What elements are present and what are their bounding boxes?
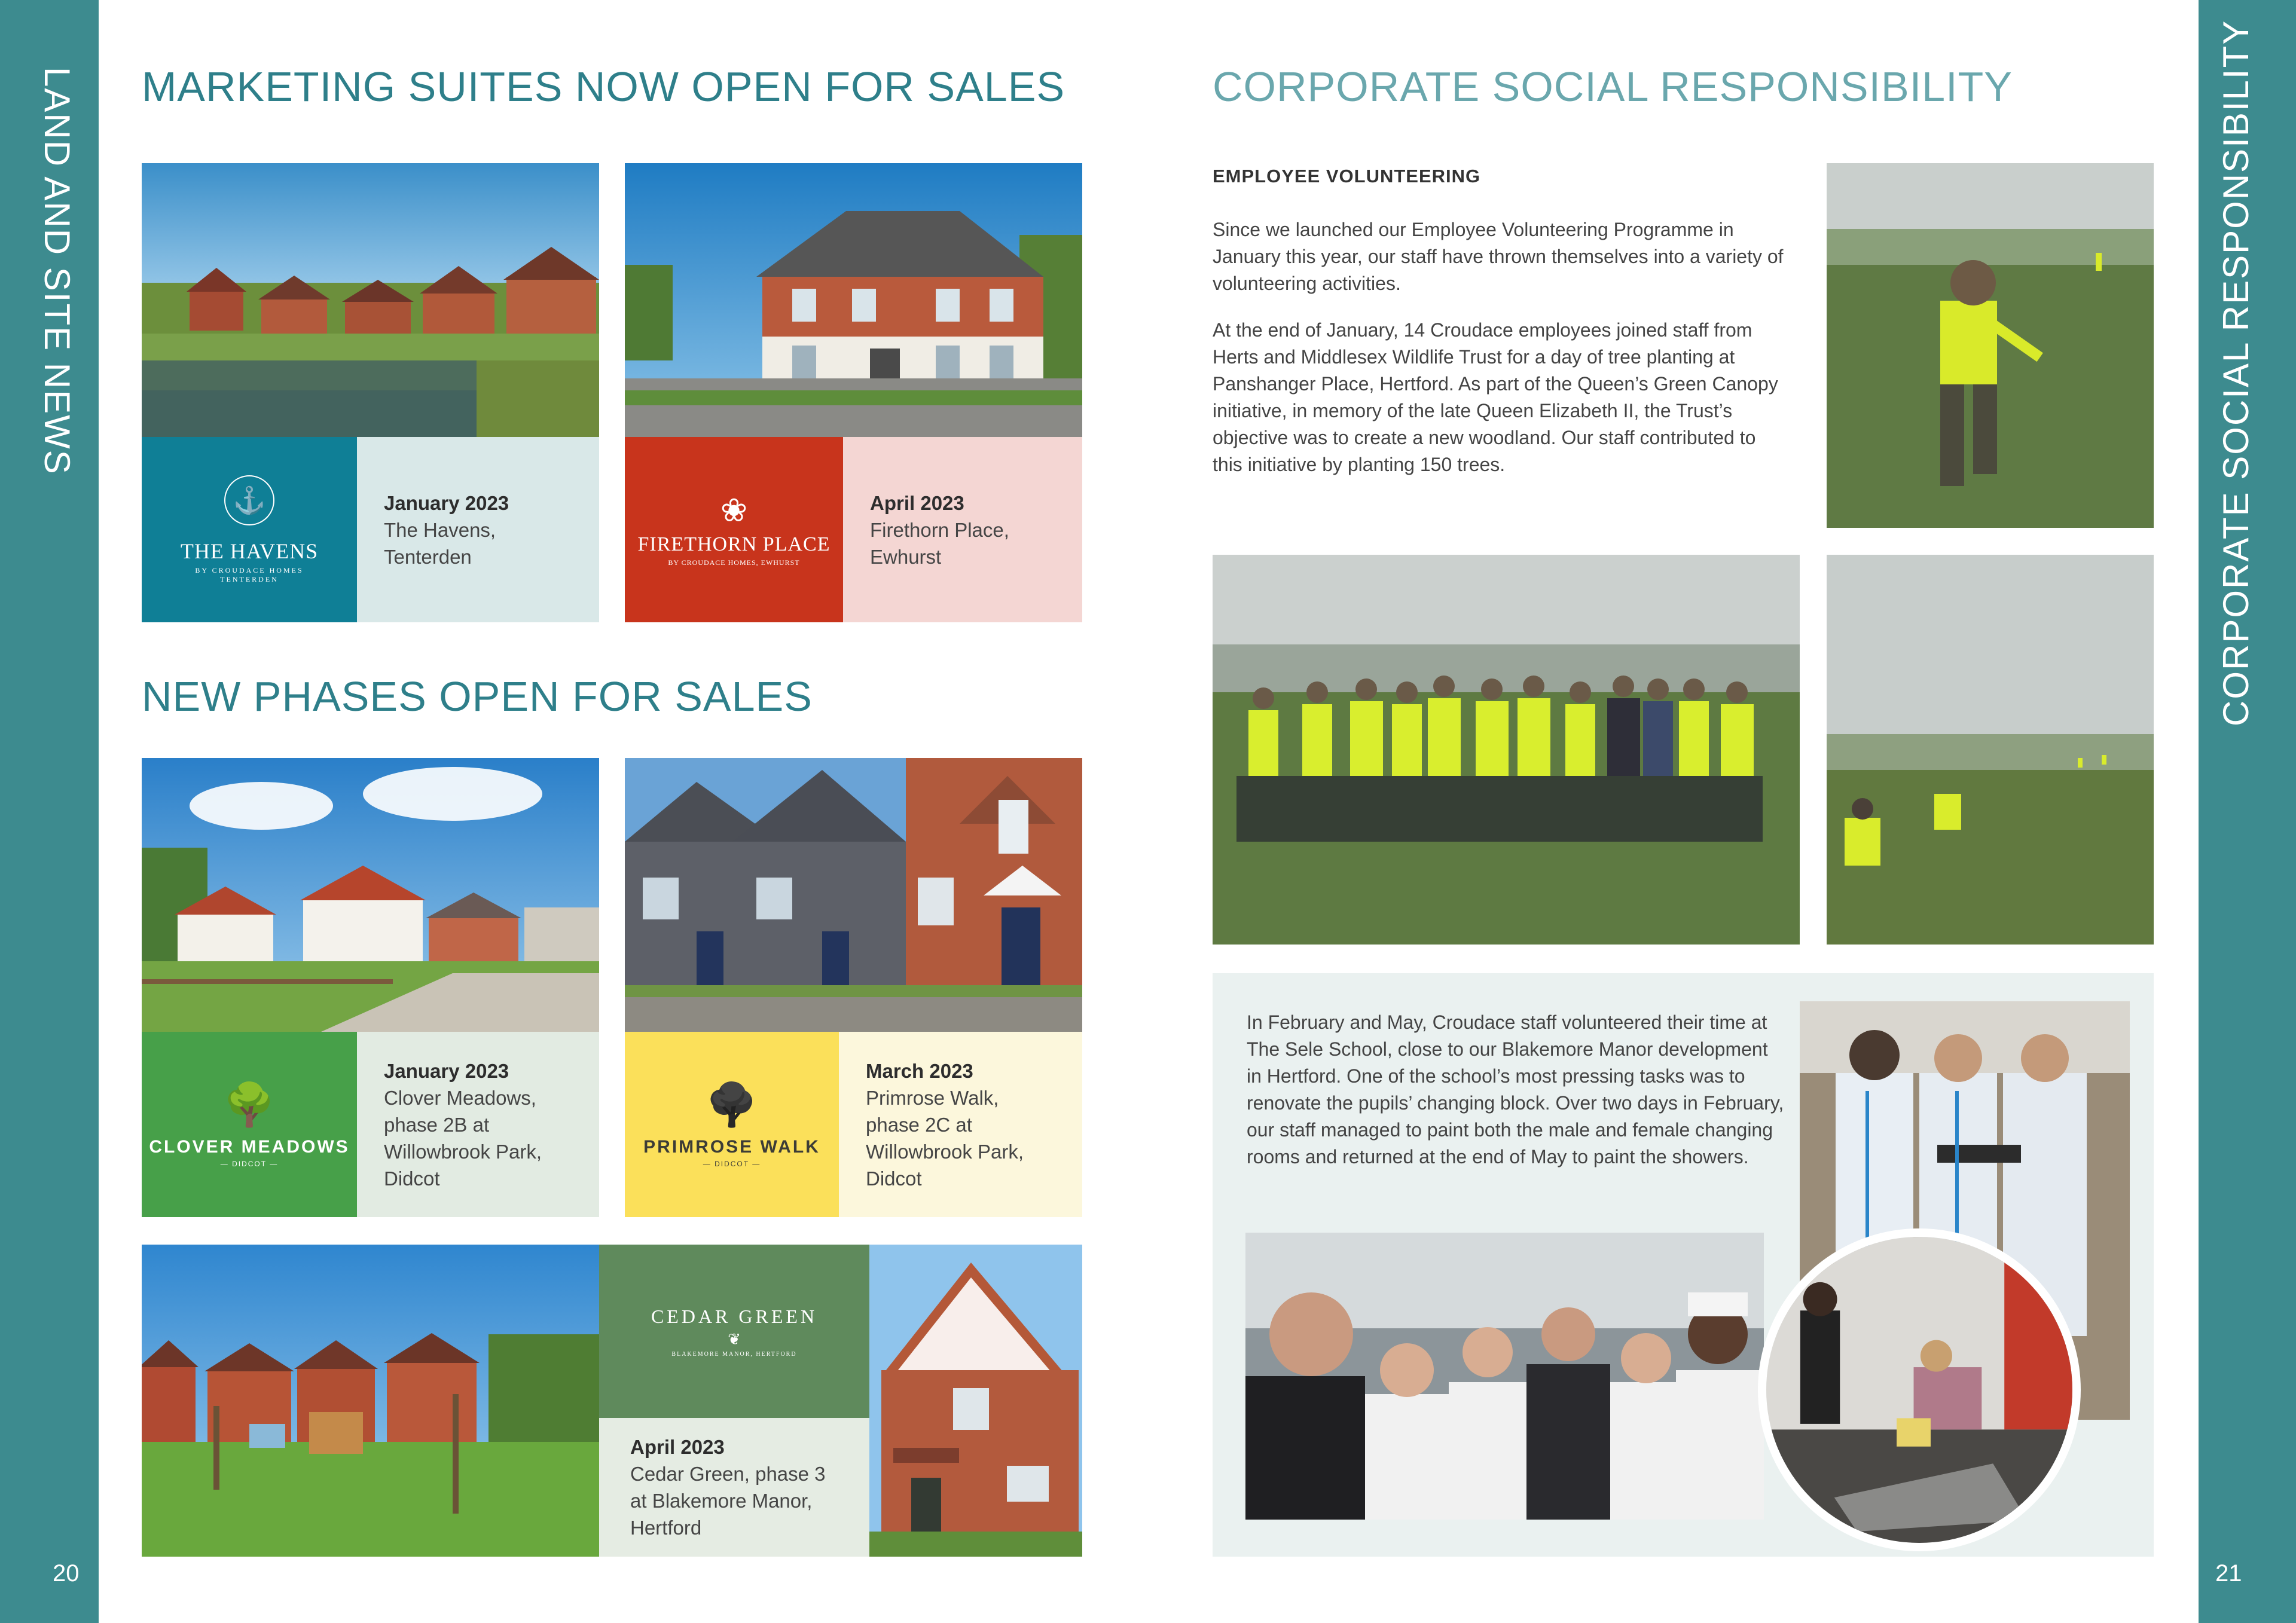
havens-info [357,437,599,622]
firethorn-logo-sub: BY CROUDACE HOMES, EWHURST [668,558,800,567]
firethorn-place2: Ewhurst [870,545,942,568]
havens-logo-name: THE HAVENS [180,539,319,563]
cedar-green-logo-tile [599,1245,869,1418]
marketing-heading: MARKETING SUITES NOW OPEN FOR SALES [142,63,1065,110]
primrose-walk-line: Willowbrook Park, [866,1140,1024,1163]
havens-date: January 2023 [384,491,509,514]
firethorn-photo [625,163,1082,437]
cedar-green-photo [142,1245,599,1557]
clover-meadows-info [357,1032,599,1217]
clover-meadows-line: Clover Meadows, [384,1086,536,1109]
firethorn-info [843,437,1082,622]
primrose-walk-photo [625,758,1082,1032]
willow-tree-icon: 🌳 [223,1081,276,1128]
cedar-green-line: at Blakemore Manor, [630,1490,813,1512]
cedar-green-line: Hertford [630,1517,702,1539]
staff-selfie-photo [1245,1233,1764,1520]
tree-planting-photo-2 [1827,555,2154,945]
clover-meadows-line: Didcot [384,1167,440,1190]
firethorn-place: Firethorn Place, [870,518,1009,541]
phases-heading: NEW PHASES OPEN FOR SALES [142,673,813,720]
firethorn-logo-tile [625,437,843,622]
cedar-green-logo-name: CEDAR GREEN [651,1305,818,1327]
willow-tree-icon: 🌳 [706,1081,758,1128]
csr-subheading: EMPLOYEE VOLUNTEERING [1213,166,1481,187]
clover-meadows-photo [142,758,599,1032]
havens-place: The Havens, [384,518,496,541]
cedar-green-info [599,1418,869,1557]
cedar-green-house-photo [869,1245,1082,1557]
havens-photo [142,163,599,437]
havens-logo-sub2: TENTERDEN [220,575,279,583]
cedar-green-logo-sub: BLAKEMORE MANOR, HERTFORD [671,1350,797,1358]
clover-meadows-date: January 2023 [384,1059,509,1082]
csr-paragraph-2: At the end of January, 14 Croudace employees joined staff from Herts and Middlesex Wildlife Trust for a day of tree planting at Panshanger Place, Hertford. As part of the Queen’s Green Canopy initiative, in memory of the late Queen Elizabeth II, the Trust’s objective was to create a new woodland. Our staff contributed to this initiative by planting 150 trees. [1213,319,1778,475]
cedar-green-date: April 2023 [630,1436,725,1458]
csr-paragraph-3: In February and May, Croudace staff volunteered their time at The Sele School, close to our Blakemore Manor development in Hertford. One of the school’s most pressing tasks was to renovate the pupils’ changing block. Over two days in February, our staff managed to paint both the male and female changing rooms and returned at the end of May to paint the showers. [1247,1011,1784,1167]
csr-paragraph-1: Since we launched our Employee Volunteering Programme in January this year, our staff have thrown themselves into a variety of volunteering activities. [1213,219,1784,294]
page-number-left: 20 [53,1560,80,1587]
anchor-icon: ⚓ [224,475,274,525]
primrose-walk-logo-name: PRIMROSE WALK [643,1137,820,1157]
primrose-walk-line: Primrose Walk, [866,1086,999,1109]
primrose-walk-info [839,1032,1082,1217]
havens-logo-tile [142,437,357,622]
tree-planting-photo-1 [1827,163,2154,528]
havens-logo-sub: BY CROUDACE HOMES [195,566,304,574]
clover-meadows-logo-name: CLOVER MEADOWS [149,1137,350,1157]
primrose-walk-line: phase 2C at [866,1113,972,1136]
leaf-icon: ❦ [728,1329,741,1348]
clover-meadows-logo-tile [142,1032,357,1217]
primrose-walk-line: Didcot [866,1167,922,1190]
primrose-walk-logo-tile [625,1032,839,1217]
cedar-green-line: Cedar Green, phase 3 [630,1463,826,1485]
volunteer-group-photo [1213,555,1800,945]
right-sidebar-label: CORPORATE SOCIAL RESPONSIBILITY [2216,19,2256,726]
primrose-walk-date: March 2023 [866,1059,973,1082]
clover-meadows-logo-sub: — DIDCOT — [220,1160,279,1168]
clover-meadows-line: Willowbrook Park, [384,1140,542,1163]
left-sidebar-label: LAND AND SITE NEWS [37,67,77,475]
primrose-walk-logo-sub: — DIDCOT — [703,1160,761,1168]
havens-place2: Tenterden [384,545,472,568]
page-number-right: 21 [2215,1560,2242,1587]
berry-icon: ❀ [720,492,748,528]
clover-meadows-line: phase 2B at [384,1113,490,1136]
painting-floor-photo [1758,1228,2081,1551]
firethorn-date: April 2023 [870,491,964,514]
csr-heading: CORPORATE SOCIAL RESPONSIBILITY [1213,63,2013,110]
firethorn-logo-name: FIRETHORN PLACE [637,533,831,555]
